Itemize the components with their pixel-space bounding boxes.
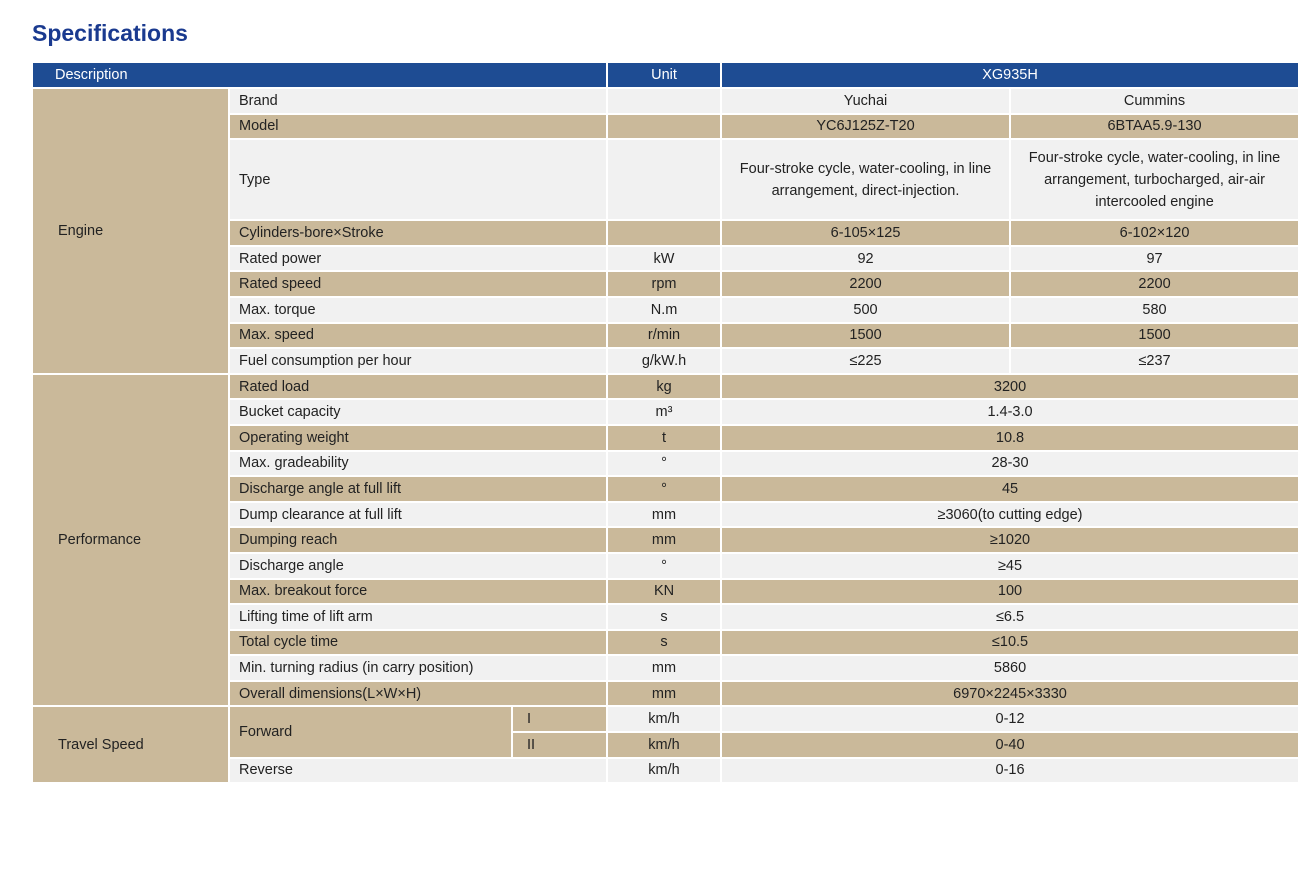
param-label-reverse: Reverse (229, 758, 607, 784)
table-row (32, 88, 1299, 114)
gear-label: I (512, 706, 607, 732)
param-label: Fuel consumption per hour (229, 348, 607, 374)
param-label: Total cycle time (229, 630, 607, 656)
value-cell: 28-30 (721, 451, 1299, 477)
unit-cell: km/h (607, 732, 721, 758)
specifications-table (31, 61, 1300, 784)
param-label: Max. breakout force (229, 579, 607, 605)
value-cell: ≥1020 (721, 527, 1299, 553)
param-label: Rated load (229, 374, 607, 400)
value-yuchai: 6-105×125 (721, 220, 1010, 246)
value-cummins: ≤237 (1010, 348, 1299, 374)
value-yuchai: 500 (721, 297, 1010, 323)
table-row (32, 706, 1299, 732)
header-model: XG935H (721, 62, 1299, 88)
param-label: Max. torque (229, 297, 607, 323)
value-cell: 3200 (721, 374, 1299, 400)
value-yuchai: 2200 (721, 271, 1010, 297)
value-cell: 100 (721, 579, 1299, 605)
unit-cell (607, 88, 721, 114)
param-label: Dump clearance at full lift (229, 502, 607, 528)
value-cummins: 6BTAA5.9-130 (1010, 114, 1299, 140)
param-label-forward: Forward (229, 706, 512, 757)
value-cummins: 2200 (1010, 271, 1299, 297)
param-label: Operating weight (229, 425, 607, 451)
param-label: Overall dimensions(L×W×H) (229, 681, 607, 707)
value-cell: ≥45 (721, 553, 1299, 579)
value-yuchai: Four-stroke cycle, water-cooling, in line arrangement, direct-injection. (721, 139, 1010, 220)
value-yuchai: 92 (721, 246, 1010, 272)
value-cell: 1.4-3.0 (721, 399, 1299, 425)
value-yuchai: Yuchai (721, 88, 1010, 114)
value-yuchai: YC6J125Z-T20 (721, 114, 1010, 140)
unit-cell: ° (607, 476, 721, 502)
unit-cell: s (607, 630, 721, 656)
header-unit: Unit (607, 62, 721, 88)
param-label: Discharge angle at full lift (229, 476, 607, 502)
param-label: Cylinders-bore×Stroke (229, 220, 607, 246)
unit-cell: mm (607, 502, 721, 528)
unit-cell: rpm (607, 271, 721, 297)
unit-cell: r/min (607, 323, 721, 349)
unit-cell: ° (607, 451, 721, 477)
value-cell: ≤6.5 (721, 604, 1299, 630)
unit-cell (607, 114, 721, 140)
value-cell: 0-40 (721, 732, 1299, 758)
unit-cell: km/h (607, 758, 721, 784)
value-cummins: 6-102×120 (1010, 220, 1299, 246)
param-label: Dumping reach (229, 527, 607, 553)
value-cummins: 580 (1010, 297, 1299, 323)
unit-cell: t (607, 425, 721, 451)
param-label: Lifting time of lift arm (229, 604, 607, 630)
header-description: Description (32, 62, 607, 88)
unit-cell: mm (607, 655, 721, 681)
param-label: Model (229, 114, 607, 140)
value-cell: ≥3060(to cutting edge) (721, 502, 1299, 528)
gear-label: II (512, 732, 607, 758)
param-label: Rated speed (229, 271, 607, 297)
unit-cell: kW (607, 246, 721, 272)
unit-cell: KN (607, 579, 721, 605)
page-title: Specifications (32, 20, 188, 46)
value-yuchai: 1500 (721, 323, 1010, 349)
unit-cell: N.m (607, 297, 721, 323)
unit-cell: ° (607, 553, 721, 579)
value-cummins: 1500 (1010, 323, 1299, 349)
value-cell: 6970×2245×3330 (721, 681, 1299, 707)
value-cell: 10.8 (721, 425, 1299, 451)
value-cell: ≤10.5 (721, 630, 1299, 656)
param-label: Discharge angle (229, 553, 607, 579)
param-label: Type (229, 139, 607, 220)
unit-cell: km/h (607, 706, 721, 732)
value-yuchai: ≤225 (721, 348, 1010, 374)
param-label: Max. speed (229, 323, 607, 349)
unit-cell (607, 220, 721, 246)
category-performance: Performance (32, 374, 229, 707)
value-cummins: 97 (1010, 246, 1299, 272)
unit-cell: m³ (607, 399, 721, 425)
param-label: Bucket capacity (229, 399, 607, 425)
value-cummins: Cummins (1010, 88, 1299, 114)
unit-cell: mm (607, 527, 721, 553)
category-engine: Engine (32, 88, 229, 374)
unit-cell: g/kW.h (607, 348, 721, 374)
param-label: Min. turning radius (in carry position) (229, 655, 607, 681)
value-cell: 0-16 (721, 758, 1299, 784)
value-cell: 45 (721, 476, 1299, 502)
param-label: Rated power (229, 246, 607, 272)
table-header-row (32, 62, 1299, 88)
category-travel-speed: Travel Speed (32, 706, 229, 783)
table-row (32, 374, 1299, 400)
param-label: Brand (229, 88, 607, 114)
unit-cell: mm (607, 681, 721, 707)
unit-cell: kg (607, 374, 721, 400)
unit-cell (607, 139, 721, 220)
value-cell: 5860 (721, 655, 1299, 681)
value-cummins: Four-stroke cycle, water-cooling, in line arrangement, turbocharged, air-air intercooled engine (1010, 139, 1299, 220)
param-label: Max. gradeability (229, 451, 607, 477)
unit-cell: s (607, 604, 721, 630)
value-cell: 0-12 (721, 706, 1299, 732)
